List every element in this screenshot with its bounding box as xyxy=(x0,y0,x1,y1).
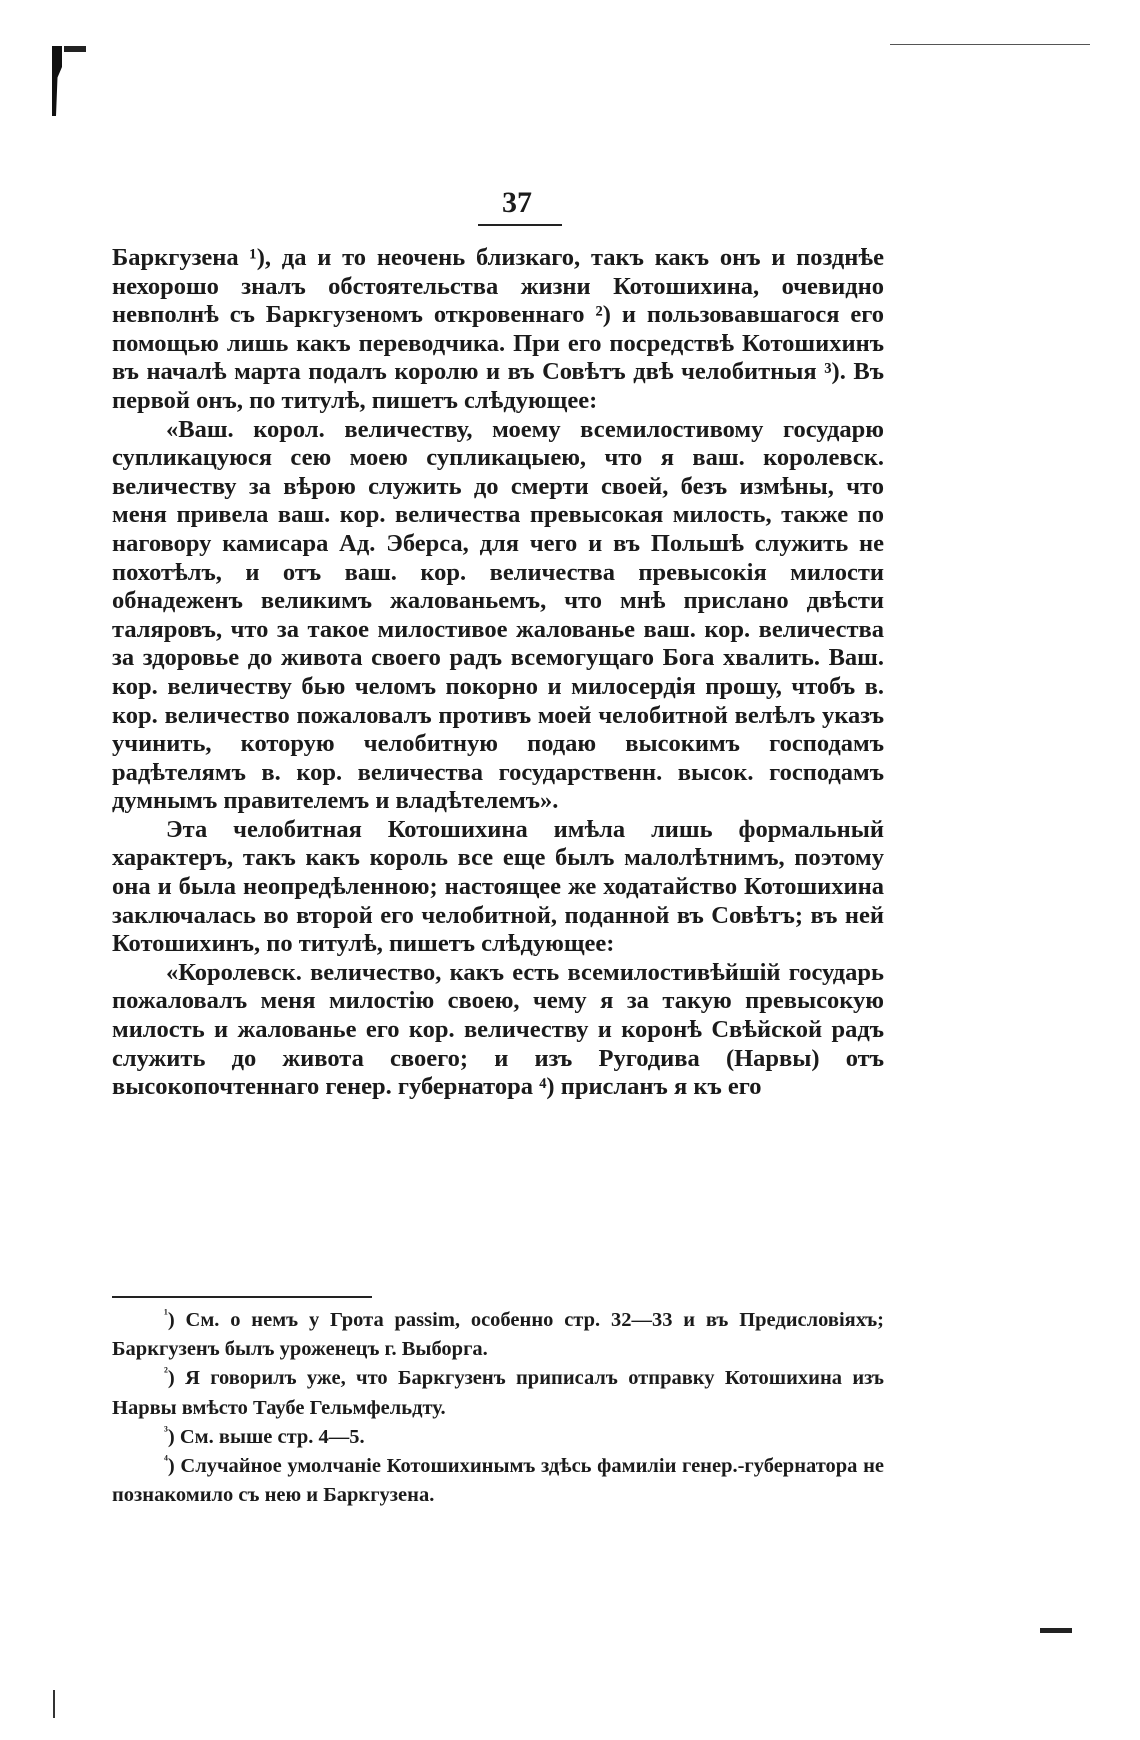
scan-artifact-mark xyxy=(53,1690,55,1718)
page-number: 37 xyxy=(502,186,532,219)
footnotes xyxy=(112,1306,884,1510)
footnote-3 xyxy=(112,1423,884,1452)
scan-artifact-mark xyxy=(52,46,62,116)
footnote-mark: ² xyxy=(164,1364,168,1380)
paragraph-2: Эта челобитная Котошихина имѣла лишь формальный характеръ, такъ какъ король все еще былъ малолѣтнимъ, поэтому она и была неопредѣленною; настоящее же ходатайство Котошихина заключалась во второй его челобитной, поданной въ Совѣтъ; въ ней Котошихинъ, по титулѣ, пишетъ слѣдующее: xyxy=(112,815,884,958)
scan-artifact-mark xyxy=(1040,1628,1072,1633)
quote-petition-1: «Ваш. корол. величеству, моему всемилостивому государю супликацуюся сею моею супликацыею, что я ваш. королевск. величеству за вѣрою служить до смерти своей, безъ измѣны, что меня привела ваш. кор. величества превысокая милость, также по наговору камисара Ад. Эберса, для чего и въ Польшѣ служить не похотѣлъ, и отъ ваш. кор. величества превысокія милости обнадеженъ великимъ жалованьемъ, что мнѣ прислано двѣсти таляровъ, что за такое милостивое жалованье ваш. кор. величества за здоровье до живота своего радъ всемогущаго Бога хвалить. Ваш. кор. величеству бью челомъ покорно и милосердія прошу, чтобъ в. кор. величество пожаловалъ противъ моей челобитной велѣлъ указъ учинить, которую челобитную подаю высокимъ господамъ радѣтелямъ в. кор. величества государственн. высок. господамъ думнымъ правителемъ и владѣтелемъ». xyxy=(112,415,884,815)
paragraph-1: Баркгузена ¹), да и то неочень близкаго, такъ какъ онъ и позднѣе нехорошо зналъ обстоятельства жизни Котошихина, очевидно невполнѣ съ Баркгузеномъ откровеннаго ²) и пользовавшагося его помощью лишь какъ переводчика. При его посредствѣ Котошихинъ въ началѣ марта подалъ королю и въ Совѣтъ двѣ челобитныя ³). Въ первой онъ, по титулѣ, пишетъ слѣдующее: xyxy=(112,244,884,414)
quote-petition-2: «Королевск. величество, какъ есть всемилостивѣйшій государь пожаловалъ меня милостію своею, чему я за такую превысокую милость и жалованье его кор. величеству и коронѣ Свѣйской радъ служить до живота своего; и изъ Ругодива (Нарвы) отъ высокопочтеннаго генер. губернатора ⁴) присланъ я къ его xyxy=(112,958,884,1101)
footnote-2 xyxy=(112,1364,884,1422)
body-text xyxy=(112,244,884,1102)
footnote-mark: ⁴ xyxy=(164,1452,168,1468)
page-number-rule xyxy=(478,224,562,226)
footnote-1 xyxy=(112,1306,884,1364)
scan-artifact-line xyxy=(890,44,1090,45)
footnote-text: ) См. о немъ у Грота passim, особенно стр. 32—33 и въ Предисловіяхъ; Баркгузенъ былъ уроженецъ г. Выборга. xyxy=(112,1309,884,1361)
footnote-mark: ¹ xyxy=(164,1306,168,1322)
footnote-text: ) Случайное умолчаніе Котошихинымъ здѣсь фамиліи генер.-губернатора не познакомило съ нею и Баркгузена. xyxy=(112,1455,884,1507)
footnote-text: ) Я говорилъ уже, что Баркгузенъ приписалъ отправку Котошихина изъ Нарвы вмѣсто Таубе Гельмфельдту. xyxy=(112,1367,884,1419)
footnote-text: ) См. выше стр. 4—5. xyxy=(167,1425,365,1448)
scan-artifact-mark xyxy=(64,46,86,52)
footnote-4 xyxy=(112,1452,884,1510)
footnote-mark: ³ xyxy=(164,1422,168,1438)
footnote-separator xyxy=(112,1296,372,1298)
